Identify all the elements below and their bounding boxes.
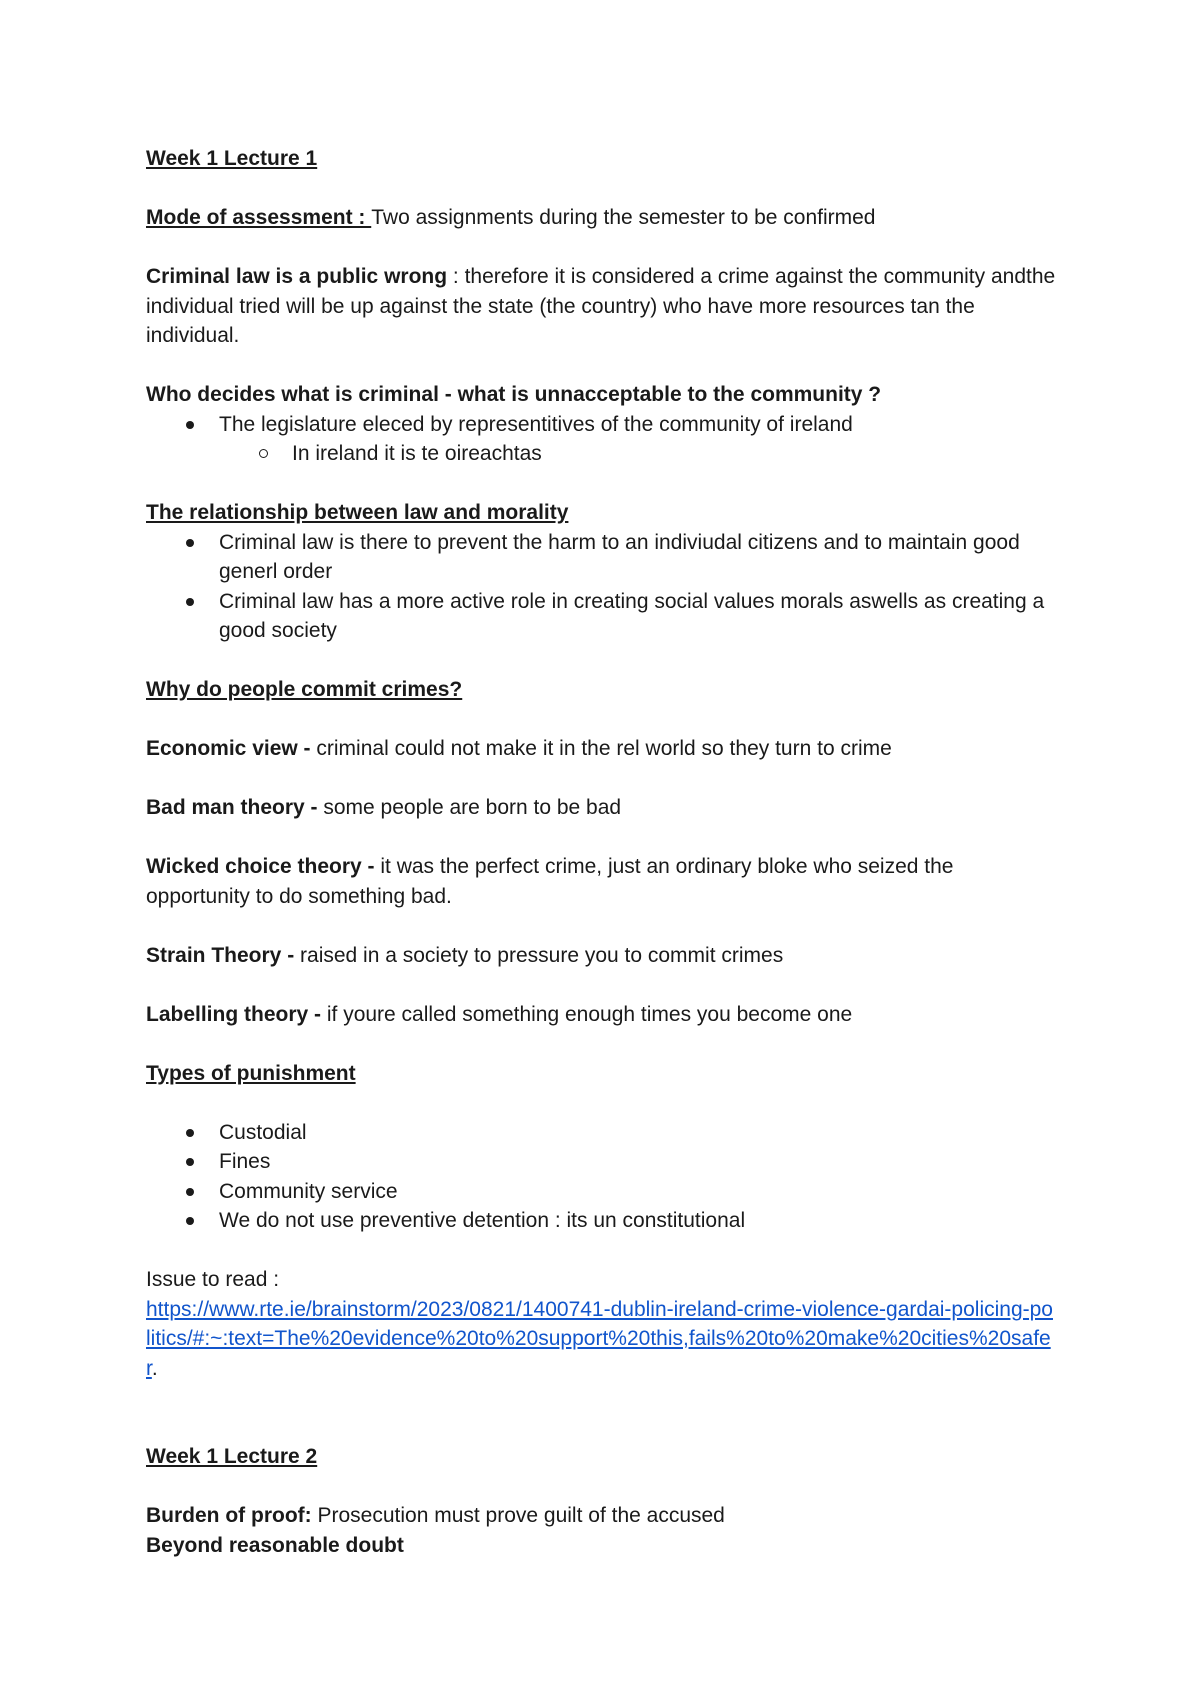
assessment-paragraph (146, 203, 1056, 233)
burden-text: Prosecution must prove guilt of the accused (311, 1504, 725, 1527)
issue-link-paragraph (146, 1295, 1056, 1384)
list-item: Custodial (146, 1118, 1056, 1148)
relationship-heading: The relationship between law and morality (146, 501, 569, 524)
theory-labelling (146, 1000, 1056, 1030)
list-item: Criminal law has a more active role in creating social values morals aswells as creating a good society (146, 587, 1056, 646)
why-crimes-heading: Why do people commit crimes? (146, 678, 463, 701)
theory-bad-man (146, 793, 1056, 823)
punishment-heading: Types of punishment (146, 1061, 356, 1085)
who-decides-sublist (146, 439, 1056, 469)
document-page (146, 144, 1056, 1560)
theory-economic (146, 734, 1056, 764)
issue-link-period: . (151, 1356, 158, 1380)
list-item: In ireland it is te oireachtas (146, 439, 1056, 469)
theory-strain (146, 941, 1056, 971)
lecture1-title: Week 1 Lecture 1 (146, 147, 318, 170)
who-decides-list (146, 410, 1056, 440)
theory-text: it was the perfect crime, just an ordinary bloke who seized the opportunity to do something bad. (146, 855, 954, 908)
theory-text: some people are born to be bad (323, 796, 622, 819)
list-item: We do not use preventive detention : its un constitutional (146, 1206, 1056, 1236)
standard-of-proof: Beyond reasonable doubt (146, 1533, 404, 1557)
list-item: The legislature eleced by representitives of the community of ireland (146, 410, 1056, 440)
assessment-text: Two assignments during the semester to be confirmed (371, 206, 876, 229)
issue-link[interactable]: https://www.rte.ie/brainstorm/2023/0821/1400741-dublin-ireland-crime-violence-gardai-policing-politics/#:~:text=The%20evidence%20to%20support%20this,fails%20to%20make%20cities%20safer (146, 1297, 1053, 1380)
theory-label: Economic view - (146, 737, 317, 760)
issue-label: Issue to read : (146, 1268, 280, 1291)
theory-text: criminal could not make it in the rel world so they turn to crime (316, 737, 892, 760)
relationship-list (146, 528, 1056, 646)
public-wrong-label: Criminal law is a public wrong (146, 265, 448, 288)
assessment-label: Mode of assessment : (146, 206, 372, 229)
punishment-list (146, 1118, 1056, 1236)
theory-text: raised in a society to pressure you to commit crimes (300, 943, 784, 967)
theory-text: if youre called something enough times you become one (326, 1002, 853, 1026)
list-item: Fines (146, 1147, 1056, 1177)
theory-label: Strain Theory - (146, 943, 301, 967)
lecture2-title: Week 1 Lecture 2 (146, 1445, 318, 1468)
burden-paragraph (146, 1501, 1056, 1531)
theory-label: Wicked choice theory - (146, 855, 381, 878)
burden-label: Burden of proof: (146, 1504, 312, 1527)
theory-label: Bad man theory - (146, 796, 324, 819)
who-decides-heading: Who decides what is criminal - what is unnacceptable to the community ? (146, 383, 882, 406)
list-item: Community service (146, 1177, 1056, 1207)
list-item: Criminal law is there to prevent the harm to an indiviudal citizens and to maintain good generl order (146, 528, 1056, 587)
public-wrong-paragraph (146, 262, 1056, 351)
public-wrong-text: : therefore it is considered a crime against the community andthe individual tried will be up against the state (the country) who have more resources tan the individual. (146, 265, 1056, 347)
theory-wicked-choice (146, 852, 1056, 911)
theory-label: Labelling theory - (146, 1002, 327, 1026)
